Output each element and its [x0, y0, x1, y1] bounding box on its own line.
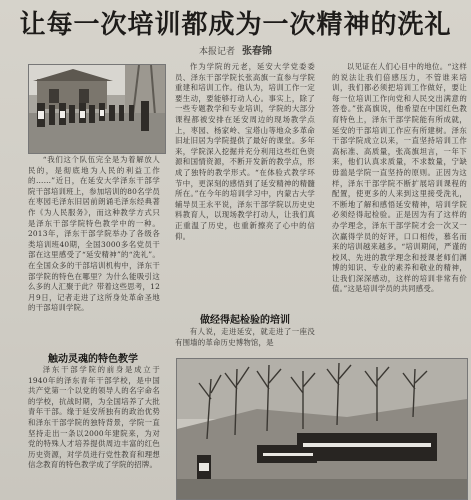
headline: 让每一次培训都成为一次精神的洗礼 [19, 10, 452, 40]
article-column-2 [175, 62, 315, 309]
article-paragraph: “我们这个队伍完全是为着解放人民的，是彻底地为人民的利益工作的……”近日，在延安大学泽东干部学院干部培训班上，参加培训的80名学员在枣园毛泽东旧居前朗诵毛泽东经典著作《为人民服务》，而这种教学方式只是泽东干部学院特色教学中的一种。2013年，泽东干部学院举办了各级各类培训班40期，全国3000多名党员干部在这里感受了“延安精神”的“洗礼”。在全国众多的干部培训机构中，泽东干部学院的特色在哪里？为什么能吸引这么多的人汇聚于此？带着这些思考，12月9日，记者走进了这所身处革命圣地的干部培训学院。 [28, 155, 160, 313]
byline-prefix: 本报记者 [199, 47, 236, 57]
byline-author: 张春锦 [241, 46, 272, 57]
article-column-1 [28, 155, 160, 343]
article-column-1b [28, 365, 160, 500]
subheading-teaching: 触动灵魂的特色教学 [48, 354, 138, 365]
photo-students-at-former-residence [28, 64, 166, 154]
article-column-3 [332, 62, 467, 352]
article-paragraph: 以见证在人们心目中的地位。“这样的说法让我们倍感压力，不管谁来培训，我们都必须把培训工作做好，要让每一位培训工作向党和人民交出满意的答卷。”张高旗说，他希望在中国红色教育特色上，泽东干部学院能有所成就，延安的干部培训工作应有所建树。泽东干部学院成立以来，一直坚持培训工作高标准、高质量，张高旗坦言，一年下来，他们认真求质量，不求数量，宁缺毋滥是学院一直坚持的原则。正因为这样，泽东干部学院不断扩展培训课程的配置，使更多的人来到这里接受洗礼，不断地了解和感悟延安精神，培训学院必须经得起检验。正是因为有了这样的办学理念，泽东干部学院才会一次又一次赢得学员的好评，口口相传，慕名而来的培训越来越多。“培训期间，严谨的校风、先进的教学理念和授课老师们渊博的知识、专业的素养和敬业的精神，让我们深深感动，这样的培训非常有价值。”这是培训学员的共同感受。 [332, 62, 467, 294]
byline [0, 42, 471, 57]
article-column-2b [175, 327, 315, 357]
subheading-training: 做经得起检验的培训 [200, 315, 290, 326]
article-paragraph: 泽东干部学院的前身是成立于1940年的泽东青年干部学校，是中国共产党第一个以党的领导人的名字命名的学校，抗战时期，为全国培养了大批青年干部。缘于延安所独有的政治优势和泽东干部学院的独特背景，学院一直坚持走出一条以2000年建院来，为对党的特殊人才培养提供周边丰富的红色历史资源，对学员进行党性教育和理想信念教育的特色教学成了学院的招牌。 [28, 365, 160, 470]
photo-group-on-hillside [176, 358, 468, 500]
article-paragraph: 有人说，走进延安，就走进了一座没有围墙的革命历史博物馆，是 [175, 327, 315, 347]
article-paragraph: 作为学院的元老，延安大学党委委员、泽东干部学院长张高旗一直参与学院重建和培训工作。他认为，培训工作一定要生动，要能够打动人心。事实上，除了一些专题教学和专业培训，学院的大部分课程都被安排在延安周边的现场教学点上，枣园、杨家岭、宝塔山等地众多革命旧址旧居为学院提供了最好的课堂。多年来，学院深入挖掘并充分利用这些红色资源和国情资源，不断开发新的教学点，形成了独特的教学形式。“在体验式教学环节中，更深刻的感悟到了延安精神的精髓所在。”在今年的培训学习中，内蒙古大学辅导员王永平说，泽东干部学院以历史史料教育人，以现场教学打动人，让我们真正重温了历史，也重新擦亮了心中的信仰。 [175, 62, 315, 241]
